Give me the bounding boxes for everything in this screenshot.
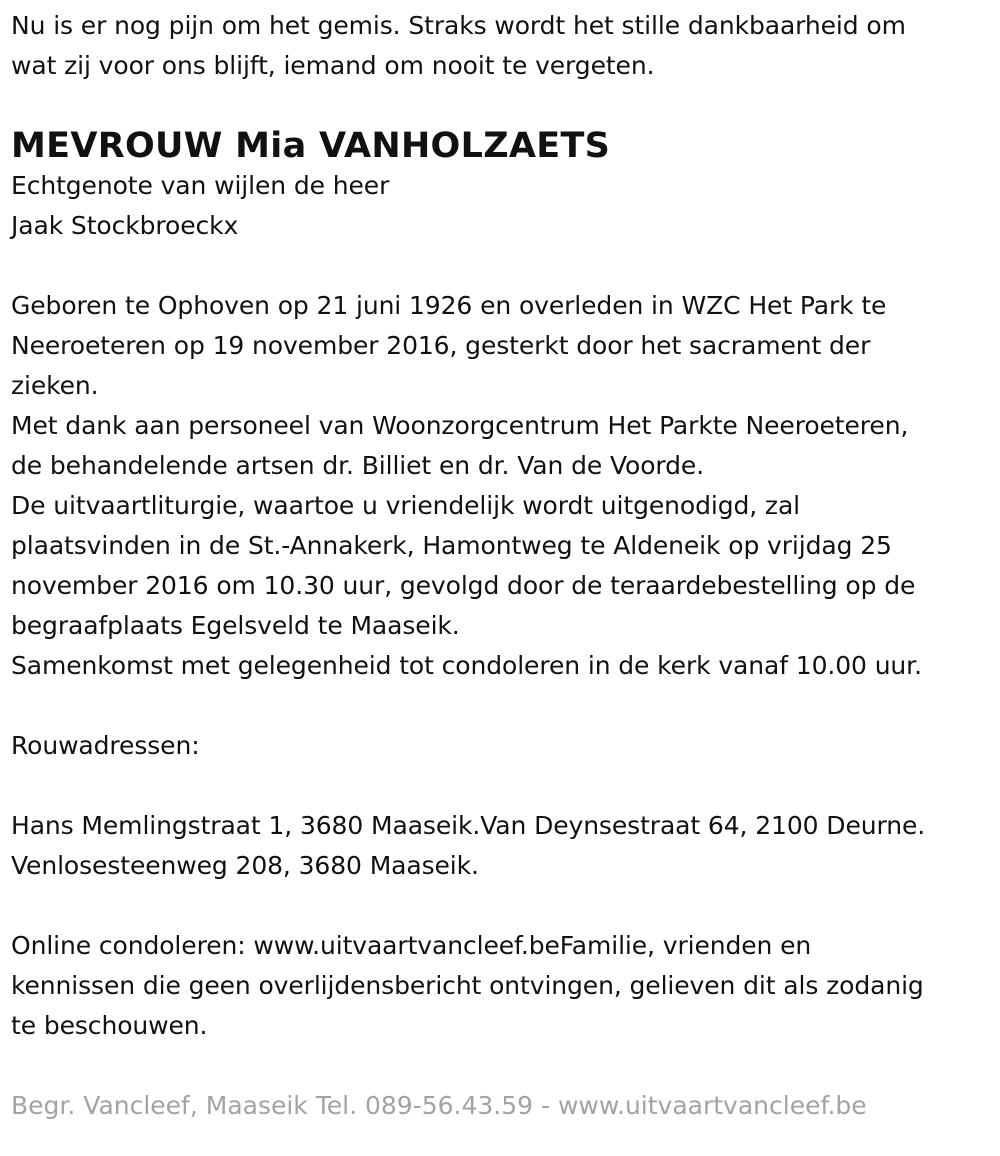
body-line: Samenkomst met gelegenheid tot condoleren in de kerk vanaf 10.00 uur. (11, 651, 922, 680)
body-line: Geboren te Ophoven op 21 juni 1926 en overleden in WZC Het Park te (11, 291, 887, 320)
body-line: de behandelende artsen dr. Billiet en dr. Van de Voorde. (11, 451, 705, 480)
online-line: kennissen die geen overlijdensbericht ontvingen, gelieven dit als zodanig (11, 971, 924, 1000)
intro-text (11, 6, 988, 86)
body-line: november 2016 om 10.30 uur, gevolgd door de teraardebestelling op de (11, 571, 916, 600)
mourning-addresses (11, 806, 988, 886)
intro-line: Nu is er nog pijn om het gemis. Straks wordt het stille dankbaarheid om (11, 11, 906, 40)
body-line: De uitvaartliturgie, waartoe u vriendelijk wordt uitgenodigd, zal (11, 491, 801, 520)
online-line: te beschouwen. (11, 1011, 208, 1040)
addresses-heading: Rouwadressen: (11, 731, 200, 760)
spacer (11, 766, 988, 806)
spouse-line: Echtgenote van wijlen de heer (11, 171, 390, 200)
body-line: begraafplaats Egelsveld te Maaseik. (11, 611, 460, 640)
spouse-line: Jaak Stockbroeckx (11, 211, 239, 240)
online-line: Online condoleren: www.uitvaartvancleef.beFamilie, vrienden en (11, 931, 812, 960)
funeral-home-footer: Begr. Vancleef, Maaseik Tel. 089-56.43.59 - www.uitvaartvancleef.be (11, 1091, 867, 1120)
address-line: Hans Memlingstraat 1, 3680 Maaseik.Van Deynsestraat 64, 2100 Deurne. (11, 811, 926, 840)
online-condolences (11, 926, 988, 1046)
body-line: Met dank aan personeel van Woonzorgcentrum Het Parkte Neeroeteren, (11, 411, 909, 440)
spacer (11, 686, 988, 726)
spouse-info (11, 166, 988, 246)
spacer (11, 886, 988, 926)
body-line: zieken. (11, 371, 99, 400)
deceased-name: MEVROUW Mia VANHOLZAETS (11, 126, 611, 166)
death-notice (0, 6, 1000, 1156)
body-line: Neeroeteren op 19 november 2016, gesterkt door het sacrament der (11, 331, 871, 360)
body-line: plaatsvinden in de St.-Annakerk, Hamontweg te Aldeneik op vrijdag 25 (11, 531, 892, 560)
intro-line: wat zij voor ons blijft, iemand om nooit te vergeten. (11, 51, 655, 80)
spacer (11, 246, 988, 286)
address-line: Venlosesteenweg 208, 3680 Maaseik. (11, 851, 479, 880)
notice-body (11, 286, 988, 686)
